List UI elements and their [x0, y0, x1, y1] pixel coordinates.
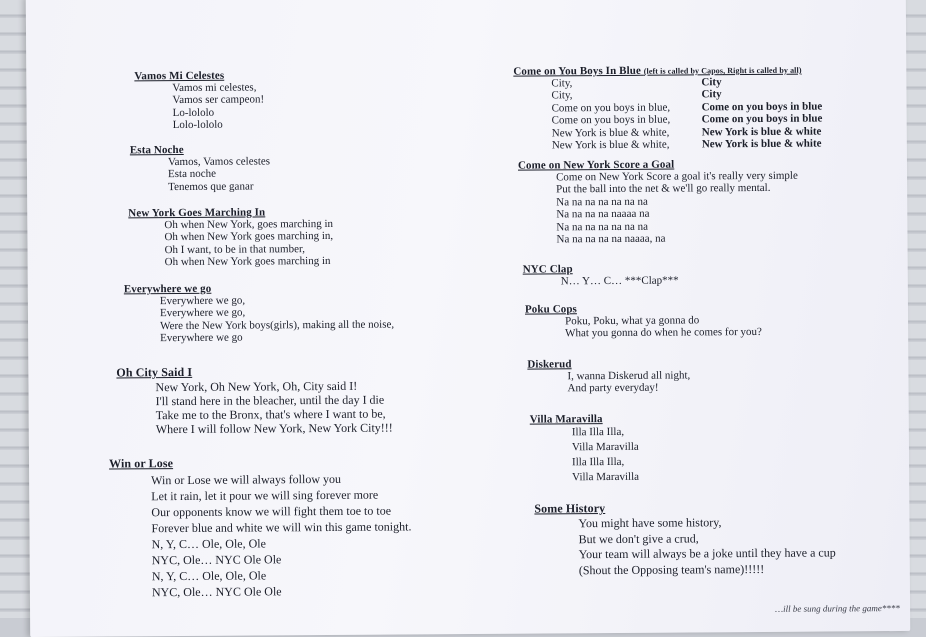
lyric-line: City, [551, 89, 573, 102]
lyric-line: Na na na na na na na [556, 195, 648, 209]
lyric-line: Villa Maravilla [572, 470, 640, 484]
lyric-line: Come on New York Score a goal it's really very simple [556, 169, 798, 184]
lyric-line: City [701, 76, 722, 89]
lyric-line: Villa Maravilla [571, 440, 639, 454]
lyric-line: Vamos, Vamos celestes [167, 155, 271, 169]
lyric-line: City, [551, 77, 573, 90]
song-new-york-goes-marching-in [128, 206, 333, 269]
lyric-line: New York, Oh New York, Oh, City said I! [155, 378, 358, 395]
lyric-line: Your team will always be a joke until they have a cup [578, 545, 836, 562]
song-title: Poku Cops [524, 303, 577, 316]
lyric-line: Forever blue and white we will win this game tonight. [151, 519, 412, 536]
lyric-line: Come on you boys in blue, [551, 113, 671, 127]
song-everywhere-we-go [124, 282, 394, 346]
lyric-line: NYC, Ole… NYC Ole Ole [151, 552, 282, 568]
song-title: Come on New York Score a Goal [517, 158, 675, 172]
song-some-history [534, 499, 836, 578]
lyric-line: Vamos ser campeon! [172, 93, 265, 107]
lyric-line: Everywhere we go, [159, 306, 246, 320]
lyric-line: Vamos mi celestes, [172, 81, 257, 95]
lyric-line: New York is blue & white [701, 137, 822, 151]
lyric-line: Oh when New York, goes marching in [164, 217, 334, 232]
song-title: Everywhere we go [123, 282, 212, 296]
lyric-line: Come on you boys in blue [701, 112, 823, 126]
song-title: Win or Lose [108, 456, 174, 471]
lyric-line: Lo-lololo [172, 106, 215, 119]
lyric-line: (Shout the Opposing team's name)!!!!! [578, 561, 765, 577]
lyric-line: Oh when New York goes marching in, [164, 230, 334, 244]
lyric-line: Oh when New York goes marching in [164, 255, 331, 269]
lyric-line: You might have some history, [578, 515, 722, 531]
lyric-line: New York is blue & white, [551, 126, 670, 140]
lyric-line: Come on you boys in blue [701, 100, 823, 114]
song-vamos-mi-celestes [134, 69, 264, 132]
lyric-line: Tenemos que ganar [168, 180, 254, 193]
capo-lines [551, 76, 702, 151]
lyric-line: Take me to the Bronx, that's where I want to be, [155, 406, 386, 423]
lyric-line: NYC, Ole… NYC Ole Ole [151, 584, 282, 600]
lyric-line: New York is blue & white, [551, 138, 670, 152]
lyric-line: Na na na na na na na [556, 220, 649, 234]
lyric-line: N… Y… C… ***Clap*** [560, 274, 679, 288]
song-title-note: (left is called by Capos, Right is called by all) [643, 65, 802, 76]
lyric-line: What you gonna do when he comes for you? [565, 326, 762, 340]
song-esta-noche [130, 143, 270, 193]
lyric-line: I, wanna Diskerud all night, [567, 369, 691, 383]
lyric-line: I'll stand here in the bleacher, until the day I die [155, 392, 385, 409]
lyric-line: City [701, 88, 722, 101]
lyric-line: Poku, Poku, what ya gonna do [565, 314, 700, 328]
lyric-line: But we don't give a crud, [578, 530, 699, 546]
song-nyc-clap [523, 263, 679, 288]
lyric-line: N, Y, C… Ole, Ole, Ole [151, 568, 267, 584]
lyric-line: Where I will follow New York, New York City!!! [155, 420, 393, 437]
lyric-line: Let it rain, let it pour we will sing forever more [151, 487, 379, 504]
lyric-line: N, Y, C… Ole, Ole, Ole [151, 536, 266, 552]
song-poku-cops [525, 302, 762, 340]
song-villa-maravilla [530, 413, 639, 486]
song-come-on-new-york-score-a-goal [518, 158, 798, 246]
song-title: Vamos Mi Celestes [134, 69, 225, 83]
lyric-line: Everywhere we go, [159, 294, 246, 308]
lyric-line: Na na na na naaaa na [556, 207, 650, 221]
chant-sheet [26, 0, 910, 637]
song-title: Some History [534, 501, 606, 516]
lyric-line: Na na na na na naaaa, na [556, 232, 666, 246]
lyric-line: Illa Illa Illa, [571, 425, 625, 439]
song-title: Villa Maravilla [529, 413, 603, 426]
lyric-line: New York is blue & white [701, 125, 822, 138]
song-title: Diskerud [527, 358, 572, 371]
song-come-on-you-boys-in-blue [513, 64, 822, 153]
lyric-line: Esta noche [167, 168, 217, 181]
lyric-line: Our opponents know we will fight them toe to toe [151, 503, 392, 520]
lyric-line: Come on you boys in blue, [551, 101, 671, 115]
lyric-line: Illa Illa Illa, [571, 455, 625, 469]
lyric-line: Lolo-lololo [172, 118, 223, 132]
lyric-line: And party everyday! [567, 382, 659, 395]
song-title: New York Goes Marching In [128, 206, 266, 220]
footer-note: …ill be sung during the game**** [775, 602, 900, 614]
song-title: Oh City Said I [116, 364, 193, 380]
lyric-line: Were the New York boys(girls), making all the noise, [160, 318, 395, 332]
lyric-line: Put the ball into the net & we'll go really mental. [556, 182, 771, 196]
lyric-line: Oh I want, to be in that number, [164, 242, 305, 256]
song-diskerud [527, 357, 690, 395]
all-lines [701, 76, 822, 151]
song-win-or-lose [109, 454, 412, 600]
song-oh-city-said-i [116, 364, 392, 437]
lyric-line: Everywhere we go [160, 331, 243, 345]
song-title: NYC Clap [522, 263, 573, 276]
lyric-line: Win or Lose we will always follow you [151, 471, 342, 488]
song-title-text: Come on You Boys In Blue [513, 64, 641, 78]
song-title: Esta Noche [129, 143, 184, 157]
